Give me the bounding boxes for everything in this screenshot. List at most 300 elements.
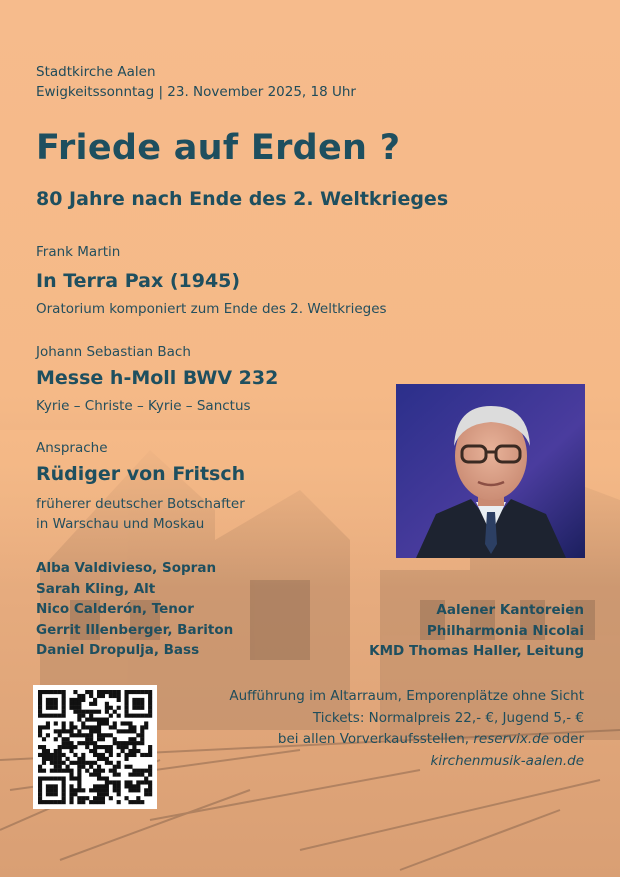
qr-module [93, 725, 97, 729]
qr-module [140, 714, 144, 718]
qr-module [113, 784, 117, 788]
qr-module [58, 749, 62, 753]
qr-module [101, 784, 105, 788]
qr-module [85, 733, 89, 737]
qr-module [132, 690, 136, 694]
qr-module [117, 792, 121, 796]
qr-module [62, 698, 66, 702]
qr-module [46, 721, 50, 725]
qr-module [105, 721, 109, 725]
qr-module [73, 710, 77, 714]
qr-module [69, 784, 73, 788]
qr-module [73, 733, 77, 737]
qr-module [117, 753, 121, 757]
qr-module [58, 776, 62, 780]
qr-module [93, 753, 97, 757]
qr-module [62, 769, 66, 773]
qr-module [62, 796, 66, 800]
qr-module [62, 702, 66, 706]
qr-module [128, 749, 132, 753]
qr-module [97, 776, 101, 780]
soloist-alto: Sarah Kling, Alt [36, 580, 156, 597]
website-link[interactable]: kirchenmusik-aalen.de [430, 752, 584, 769]
qr-module [105, 757, 109, 761]
qr-module [128, 725, 132, 729]
qr-module [89, 694, 93, 698]
qr-module [58, 765, 62, 769]
qr-module [50, 761, 54, 765]
qr-module [109, 690, 113, 694]
composer-martin: Frank Martin [36, 244, 121, 260]
qr-module [140, 725, 144, 729]
qr-module [148, 714, 152, 718]
qr-module [121, 741, 125, 745]
qr-module [38, 733, 42, 737]
qr-module [97, 718, 101, 722]
qr-module [69, 796, 73, 800]
qr-module [85, 796, 89, 800]
qr-module [105, 784, 109, 788]
qr-module [144, 725, 148, 729]
qr-module [124, 745, 128, 749]
reservix-link[interactable]: reservix.de [473, 731, 550, 747]
qr-module [93, 796, 97, 800]
qr-module [105, 733, 109, 737]
qr-module [89, 749, 93, 753]
qr-module [69, 729, 73, 733]
qr-module [38, 753, 42, 757]
qr-module [50, 690, 54, 694]
qr-module [62, 792, 66, 796]
qr-module [62, 706, 66, 710]
qr-module [54, 757, 58, 761]
qr-module [69, 733, 73, 737]
qr-module [54, 729, 58, 733]
qr-module [124, 784, 128, 788]
qr-module [77, 796, 81, 800]
qr-module [113, 737, 117, 741]
qr-module [144, 714, 148, 718]
qr-module [93, 702, 97, 706]
qr-module [121, 745, 125, 749]
poster-subtitle: 80 Jahre nach Ende des 2. Weltkrieges [36, 188, 449, 210]
qr-module [38, 702, 42, 706]
qr-module [101, 718, 105, 722]
qr-module [93, 718, 97, 722]
qr-module [54, 788, 58, 792]
qr-module [140, 737, 144, 741]
qr-module [77, 698, 81, 702]
qr-module [109, 725, 113, 729]
qr-module [93, 769, 97, 773]
composer-bach: Johann Sebastian Bach [36, 344, 191, 360]
qr-module [77, 765, 81, 769]
qr-module [38, 784, 42, 788]
qr-module [62, 714, 66, 718]
qr-module [58, 714, 62, 718]
speaker-name: Rüdiger von Fritsch [36, 463, 246, 485]
qr-module [93, 788, 97, 792]
qr-module [136, 690, 140, 694]
qr-code-icon[interactable] [33, 685, 157, 809]
speaker-description-line: in Warschau und Moskau [36, 516, 205, 532]
qr-module [50, 698, 54, 702]
qr-module [77, 784, 81, 788]
qr-module [81, 721, 85, 725]
qr-module [113, 721, 117, 725]
qr-module [101, 796, 105, 800]
qr-module [105, 749, 109, 753]
qr-module [109, 769, 113, 773]
qr-module [54, 714, 58, 718]
qr-module [62, 776, 66, 780]
qr-module [121, 721, 125, 725]
qr-module [69, 741, 73, 745]
qr-module [62, 788, 66, 792]
qr-module [69, 749, 73, 753]
qr-module [105, 788, 109, 792]
qr-module [66, 741, 70, 745]
qr-module [81, 710, 85, 714]
qr-module [85, 761, 89, 765]
qr-module [69, 769, 73, 773]
qr-module [77, 714, 81, 718]
qr-module [42, 690, 46, 694]
qr-module [69, 800, 73, 804]
qr-module [109, 780, 113, 784]
qr-module [101, 757, 105, 761]
qr-module [113, 788, 117, 792]
qr-module [101, 800, 105, 804]
qr-module [117, 690, 121, 694]
qr-module [97, 796, 101, 800]
qr-module [109, 753, 113, 757]
qr-module [54, 702, 58, 706]
qr-module [113, 780, 117, 784]
qr-module [89, 725, 93, 729]
qr-module [105, 702, 109, 706]
qr-module [58, 745, 62, 749]
qr-module [117, 761, 121, 765]
qr-module [42, 725, 46, 729]
qr-module [62, 721, 66, 725]
qr-module [62, 741, 66, 745]
qr-module [81, 796, 85, 800]
qr-module [109, 706, 113, 710]
qr-module [140, 741, 144, 745]
qr-module [140, 780, 144, 784]
qr-module [89, 761, 93, 765]
venue-name: Stadtkirche Aalen [36, 64, 156, 80]
qr-module [101, 769, 105, 773]
qr-module [38, 780, 42, 784]
qr-module [148, 784, 152, 788]
qr-module [148, 749, 152, 753]
qr-module [66, 737, 70, 741]
event-date: Ewigkeitssonntag | 23. November 2025, 18 Uhr [36, 84, 356, 100]
qr-module [128, 788, 132, 792]
qr-module [109, 761, 113, 765]
qr-module [89, 690, 93, 694]
qr-module [97, 733, 101, 737]
qr-module [93, 729, 97, 733]
work-messe-h-moll: Messe h-Moll BWV 232 [36, 367, 279, 389]
qr-module [50, 714, 54, 718]
qr-module [117, 773, 121, 777]
qr-module [81, 757, 85, 761]
qr-module [128, 784, 132, 788]
qr-module [124, 765, 128, 769]
qr-module [97, 729, 101, 733]
qr-module [73, 753, 77, 757]
qr-module [124, 796, 128, 800]
qr-module [128, 741, 132, 745]
qr-module [113, 741, 117, 745]
qr-module [101, 733, 105, 737]
qr-module [69, 776, 73, 780]
qr-module [62, 784, 66, 788]
qr-module [46, 792, 50, 796]
qr-module [97, 792, 101, 796]
ensembles-list [369, 600, 584, 662]
qr-module [140, 690, 144, 694]
qr-module [58, 729, 62, 733]
poster-title: Friede auf Erden ? [36, 128, 401, 168]
qr-module [93, 749, 97, 753]
qr-module [132, 769, 136, 773]
qr-module [148, 769, 152, 773]
qr-module [97, 753, 101, 757]
qr-module [93, 710, 97, 714]
qr-module [85, 725, 89, 729]
qr-module [46, 690, 50, 694]
qr-module [50, 792, 54, 796]
qr-module [89, 765, 93, 769]
qr-module [54, 706, 58, 710]
qr-module [42, 737, 46, 741]
qr-module [136, 741, 140, 745]
qr-module [144, 788, 148, 792]
qr-module [144, 780, 148, 784]
qr-module [38, 710, 42, 714]
qr-module [117, 741, 121, 745]
qr-module [81, 800, 85, 804]
qr-module [132, 773, 136, 777]
qr-module [124, 721, 128, 725]
qr-module [136, 796, 140, 800]
qr-module [38, 796, 42, 800]
qr-module [89, 788, 93, 792]
qr-module [132, 714, 136, 718]
qr-module [58, 690, 62, 694]
qr-module [148, 745, 152, 749]
qr-module [128, 800, 132, 804]
qr-module [77, 776, 81, 780]
soloist-baritone: Gerrit Illenberger, Bariton [36, 621, 234, 638]
qr-module [66, 745, 70, 749]
qr-module [69, 745, 73, 749]
qr-module [77, 800, 81, 804]
qr-module [73, 792, 77, 796]
qr-module [73, 761, 77, 765]
qr-module [121, 729, 125, 733]
qr-module [117, 698, 121, 702]
qr-module [97, 745, 101, 749]
qr-module [77, 694, 81, 698]
qr-module [85, 745, 89, 749]
qr-module [97, 694, 101, 698]
qr-module [46, 800, 50, 804]
qr-module [148, 698, 152, 702]
qr-module [81, 761, 85, 765]
qr-module [85, 690, 89, 694]
qr-module [148, 706, 152, 710]
qr-module [69, 761, 73, 765]
qr-module [69, 725, 73, 729]
qr-module [128, 721, 132, 725]
qr-module [62, 737, 66, 741]
qr-module [85, 741, 89, 745]
qr-module [46, 784, 50, 788]
qr-module [54, 753, 58, 757]
qr-module [50, 784, 54, 788]
qr-module [97, 721, 101, 725]
qr-module [117, 745, 121, 749]
qr-module [136, 773, 140, 777]
qr-module [132, 725, 136, 729]
qr-module [109, 714, 113, 718]
qr-module [58, 761, 62, 765]
qr-module [62, 753, 66, 757]
qr-module [136, 788, 140, 792]
qr-module [42, 800, 46, 804]
qr-module [124, 702, 128, 706]
qr-module [62, 694, 66, 698]
qr-module [89, 729, 93, 733]
qr-module [89, 702, 93, 706]
qr-module [85, 710, 89, 714]
qr-module [105, 706, 109, 710]
qr-module [140, 733, 144, 737]
qr-module [73, 690, 77, 694]
qr-module [46, 706, 50, 710]
qr-module [85, 718, 89, 722]
qr-module [38, 792, 42, 796]
qr-module [62, 690, 66, 694]
qr-module [58, 753, 62, 757]
qr-module [148, 753, 152, 757]
qr-module [93, 745, 97, 749]
soloist-soprano: Alba Valdivieso, Sopran [36, 560, 217, 576]
qr-module [81, 725, 85, 729]
qr-module [136, 714, 140, 718]
qr-module [77, 761, 81, 765]
qr-module [113, 694, 117, 698]
qr-module [144, 776, 148, 780]
qr-module [97, 800, 101, 804]
qr-module [124, 757, 128, 761]
qr-module [148, 765, 152, 769]
qr-module [121, 749, 125, 753]
qr-module [62, 761, 66, 765]
qr-module [113, 710, 117, 714]
qr-module [136, 769, 140, 773]
qr-module [77, 769, 81, 773]
qr-module [93, 698, 97, 702]
qr-module [46, 753, 50, 757]
qr-module [54, 737, 58, 741]
qr-module [89, 741, 93, 745]
qr-module [140, 706, 144, 710]
qr-module [38, 729, 42, 733]
qr-module [97, 784, 101, 788]
qr-module [89, 773, 93, 777]
qr-module [42, 753, 46, 757]
ensemble-orchestra: Philharmonia Nicolai [426, 622, 584, 639]
qr-module [136, 733, 140, 737]
qr-module [77, 788, 81, 792]
qr-module [58, 733, 62, 737]
qr-module [136, 698, 140, 702]
qr-module [132, 800, 136, 804]
qr-module [105, 710, 109, 714]
qr-module [136, 706, 140, 710]
qr-module [58, 800, 62, 804]
qr-module [132, 698, 136, 702]
work-description: Oratorium komponiert zum Ende des 2. Weltkrieges [36, 301, 387, 317]
qr-module [89, 733, 93, 737]
qr-module [144, 769, 148, 773]
qr-module [42, 769, 46, 773]
qr-module [113, 765, 117, 769]
qr-module [81, 733, 85, 737]
qr-module [54, 792, 58, 796]
qr-module [144, 690, 148, 694]
qr-module [101, 788, 105, 792]
qr-module [69, 702, 73, 706]
qr-module [132, 706, 136, 710]
soloist-tenor: Nico Calderón, Tenor [36, 601, 194, 617]
qr-module [101, 753, 105, 757]
qr-module [66, 729, 70, 733]
qr-module [128, 729, 132, 733]
qr-module [66, 757, 70, 761]
qr-module [77, 706, 81, 710]
qr-module [81, 694, 85, 698]
qr-module [38, 788, 42, 792]
qr-module [136, 749, 140, 753]
qr-module [77, 710, 81, 714]
qr-module [73, 745, 77, 749]
qr-module [42, 757, 46, 761]
qr-module [136, 800, 140, 804]
qr-module [46, 698, 50, 702]
qr-module [132, 753, 136, 757]
qr-module [117, 780, 121, 784]
qr-module [89, 800, 93, 804]
qr-module [54, 721, 58, 725]
qr-module [69, 773, 73, 777]
qr-module [54, 784, 58, 788]
qr-module [124, 710, 128, 714]
qr-module [128, 690, 132, 694]
qr-module [113, 690, 117, 694]
qr-module [140, 702, 144, 706]
qr-module [38, 776, 42, 780]
qr-module [128, 753, 132, 757]
qr-module [105, 761, 109, 765]
qr-module [148, 694, 152, 698]
